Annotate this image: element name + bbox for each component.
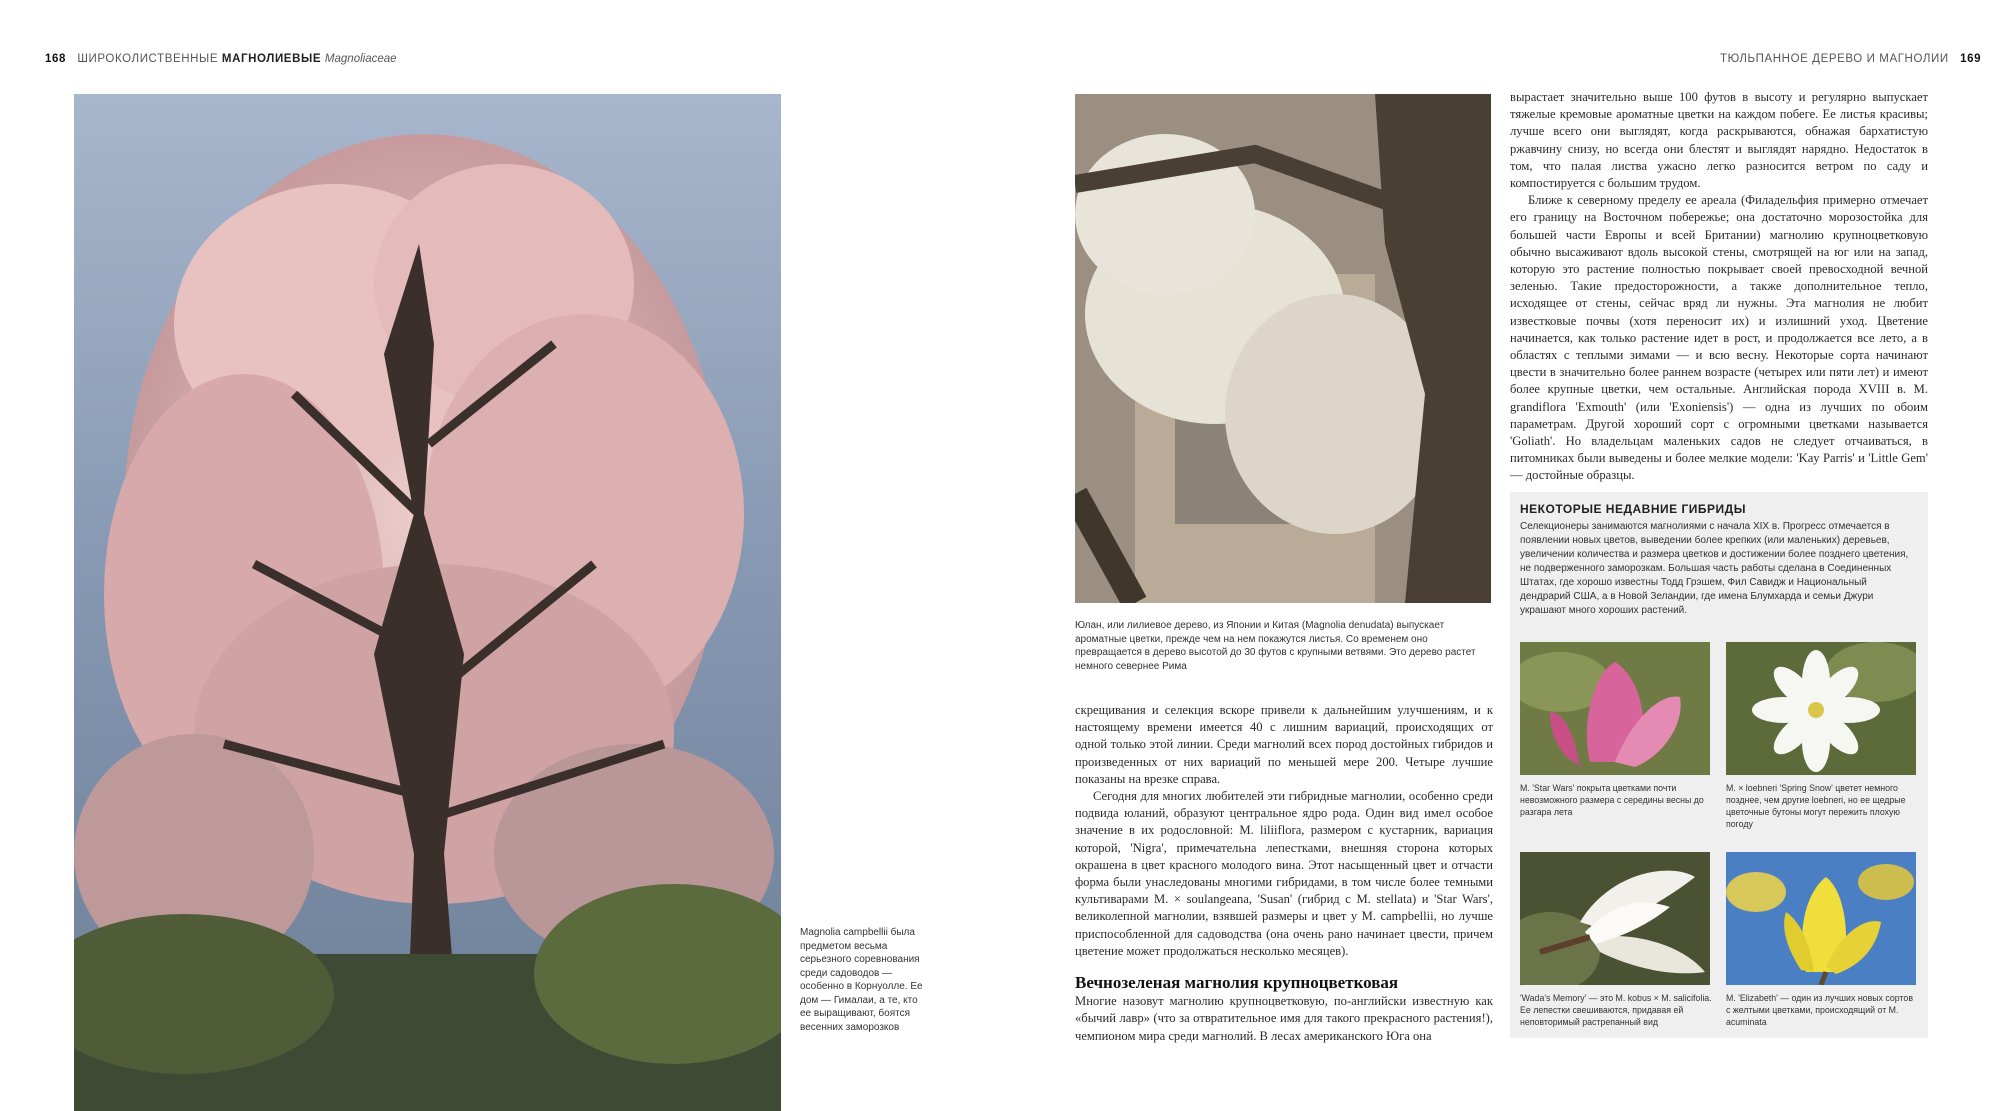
middle-paragraph-2: Сегодня для многих любителей эти гибридные магнолии, особенно среди подвида юланий, образуют центральное ядро рода. Один вид имел особое значение в их родословной: M. liliiflora, размером с кустарник, вариация которой, 'Nigra', примечательна лепестками, внешняя сторона которых окрашена в цвет красного молодого вина. Этот насыщенный цвет и отчасти форма были унаследованы многими гибридами, в том числе более темными культиварами M. × soulangeana, 'Susan' (гибрид с M. stellata) и 'Star Wars', великолепной магнолии, взявшей размеры и цвет у M. campbellii, но лучше приспособленной для садоводства (она очень рано начинает цвести, причем цветение может продолжаться несколько месяцев). xyxy=(1075,789,1493,958)
elizabeth-caption: M. 'Elizabeth' — один из лучших новых сортов с желтыми цветками, происходящий от M. acuminata xyxy=(1726,993,1913,1027)
left-photo-caption: Magnolia campbellii была предметом весьма серьезного соревнования среди садоводов — особенно в Корнуолле. Ее дом — Гималаи, а те, кто ее выращивают, боятся весенних заморозков xyxy=(800,927,923,1033)
wadas-memory-photo xyxy=(1520,852,1710,985)
sidebar-intro-text: Селекционеры занимаются магнолиями с начала XIX в. Прогресс отмечается в появлении новых цветов, выведении более крепких (или маленьких) деревьев, увеличении количества и размера цветков и достижении более позднего цветения, не подверженного заморозкам. Большая часть работы сделана в Соединенных Штатах, где хорошо известны Тодд Грэшем, Фил Савидж и Национальный дендрарий США, а в Новой Зеландии, где имена Блумхарда и семьи Джури украшают много хороших растений. xyxy=(1520,521,1909,616)
left-page-header xyxy=(45,53,397,65)
wadas-memory-caption: 'Wada's Memory' — это M. kobus × M. salicifolia. Ее лепестки свешиваются, придавая ей неповторимый растрепанный вид xyxy=(1520,993,1712,1027)
magnolia-denudata-photo xyxy=(1075,94,1491,603)
center-photo-caption: Юлан, или лилиевое дерево, из Японии и Китая (Magnolia denudata) выпускает ароматные цветки, прежде чем на нем покажутся листья. Со временем оно превращается в дерево высотой до 30 футов с крупными ветвями. Это дерево растет немного севернее Рима xyxy=(1075,620,1476,672)
star-wars-caption: M. 'Star Wars' покрыта цветками почти невозможного размера с середины весны до разгара лета xyxy=(1520,783,1704,817)
left-page-number: 168 xyxy=(45,53,66,65)
right-paragraph-2: Ближе к северному пределу ее ареала (Филадельфия примерно отмечает его границу на Восточном побережье; она достаточно морозостойка для большей части Европы и всей Британии) магнолию крупноцветковую обычно высаживают вдоль высокой стены, смотрящей на юг или на запад, которую это растение полностью покрывает своей превосходной вечной зеленью. Такие предосторожности, а также дополнительное тепло, исходящее от стены, сейчас вряд ли нужны. Эта магнолия не любит известковые почвы (хотя переносит их) и излишний уход. Цветение начинается, как только растение идет в рост, и продолжается все лето, а в областях с теплыми зимами — и всю весну. Некоторые сорта начинают цвести в значительно более раннем возрасте (четырех или пяти лет) и имеют более крупные цветки, чем остальные. Английская порода XVIII в. M. grandiflora 'Exmouth' (или 'Exoniensis') — одна из лучших по обоим параметрам. Другой хороший сорт с огромными цветками называется 'Goliath'. Но владельцам маленьких садов не следует отчаиваться, в питомниках были выведены и более мелкие модели: 'Kay Parris' и 'Little Gem' — достойные образцы. xyxy=(1510,193,1928,483)
right-text-column xyxy=(1510,89,1928,485)
elizabeth-photo xyxy=(1726,852,1916,985)
right-header-title: ТЮЛЬПАННОЕ ДЕРЕВО И МАГНОЛИИ xyxy=(1720,53,1949,65)
spring-snow-caption: M. × loebneri 'Spring Snow' цветет немного позднее, чем другие loebneri, но ее щедрые цветочные бутоны могут пережить плохую погоду xyxy=(1726,783,1906,829)
section-label: ШИРОКОЛИСТВЕННЫЕ xyxy=(77,53,219,65)
hybrids-sidebar xyxy=(1510,492,1928,1038)
middle-text-column xyxy=(1075,702,1493,1045)
family-ru-label: МАГНОЛИЕВЫЕ xyxy=(221,53,322,65)
evergreen-magnolia-subheading: Вечнозеленая магнолия крупноцветковая xyxy=(1075,973,1399,993)
spring-snow-flower-image xyxy=(1726,642,1916,775)
magnolia-campbellii-photo xyxy=(74,94,781,1111)
star-wars-photo xyxy=(1520,642,1710,775)
family-latin-label: Magnoliaceae xyxy=(324,53,397,65)
wadas-memory-flower-image xyxy=(1520,852,1710,985)
middle-paragraph-1: скрещивания и селекция вскоре привели к дальнейшим улучшениям, и к настоящему времени имеется 40 с лишним вариаций, происходящих от одной только этой линии. Среди магнолий всех пород достойных гибридов и произведенных от них вариаций по меньшей мере 200. Четыре лучшие показаны на врезке справа. xyxy=(1075,703,1493,786)
sidebar-title: НЕКОТОРЫЕ НЕДАВНИЕ ГИБРИДЫ xyxy=(1520,502,1746,516)
elizabeth-flower-image xyxy=(1726,852,1916,985)
tree-illustration xyxy=(74,94,781,1111)
middle-paragraph-3: Многие назовут магнолию крупноцветковую, по-английски известную как «бычий лавр» (что за отвратительное имя для такого прекрасного растения!), чемпионом мира среди магнолий. В лесах американского Юга она xyxy=(1075,994,1493,1043)
right-page-number: 169 xyxy=(1960,53,1982,65)
right-page-header xyxy=(1720,53,1981,65)
denudata-illustration xyxy=(1075,94,1491,603)
star-wars-flower-image xyxy=(1520,642,1710,775)
spring-snow-photo xyxy=(1726,642,1916,775)
right-paragraph-1: вырастает значительно выше 100 футов в высоту и регулярно выпускает тяжелые кремовые ароматные цветки на каждом побеге. Ее листья красивы; лучше всего они выглядят, когда раскрываются, обнажая бархатистую ржавчину снизу, но всегда они блестят и выглядят нарядно. Недостаток в том, что палая листва ужасно легко разносится ветром по саду и компостируется с большим трудом. xyxy=(1510,90,1928,191)
